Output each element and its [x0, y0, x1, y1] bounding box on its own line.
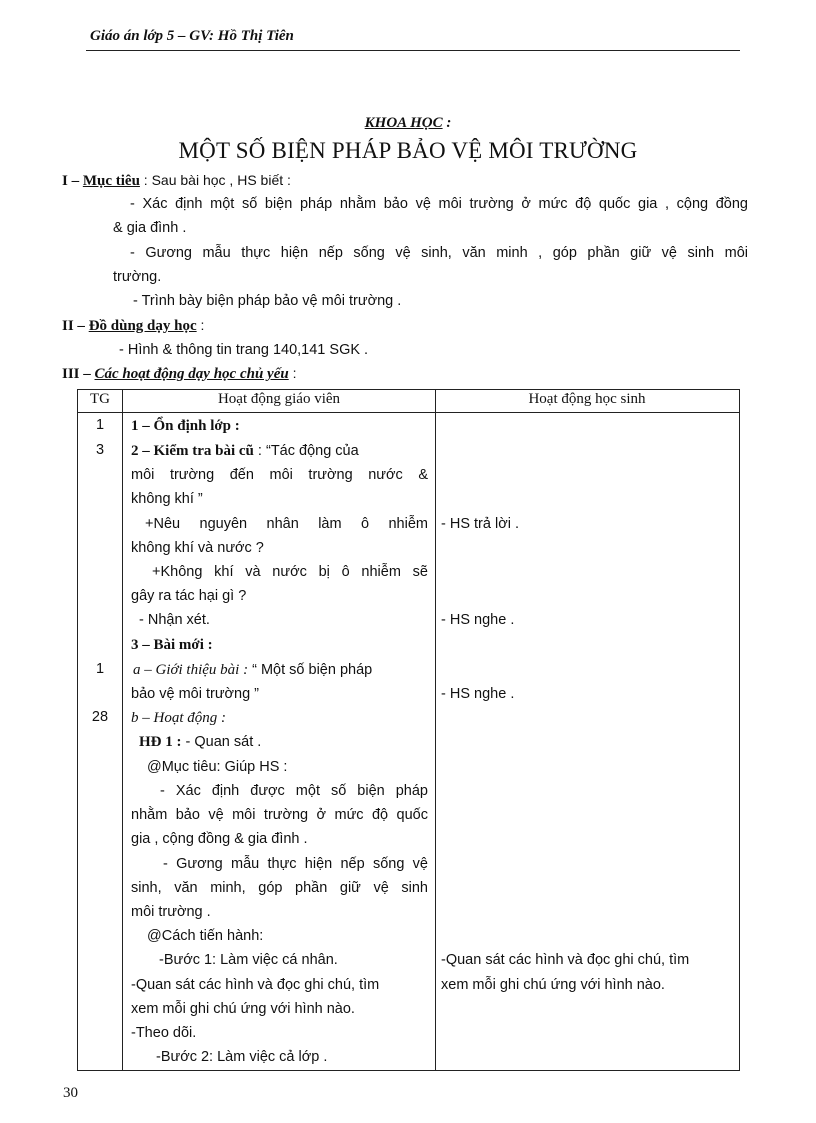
teacher-line: @Mục tiêu: Giúp HS : [147, 759, 288, 775]
objective-2-line-1: - Gương mẫu thực hiện nếp sống vệ sinh, văn minh , góp phần giữ vệ sinh môi [130, 245, 748, 261]
teacher-line: -Bước 1: Làm việc cá nhân. [159, 952, 338, 968]
teacher-line: gây ra tác hại gì ? [131, 588, 247, 604]
teacher-intro-label: a – Giới thiệu bài : [133, 662, 249, 678]
tg-cell: 1 [95, 661, 105, 677]
section-3-number: III – [62, 366, 95, 382]
teacher-intro [133, 661, 428, 679]
objective-3: - Trình bày biện pháp bảo vệ môi trường . [133, 293, 402, 309]
tg-cell: 1 [95, 417, 105, 433]
section-1-heading [62, 172, 291, 190]
tg-cell: 28 [91, 709, 109, 725]
student-line: - HS trả lời . [441, 516, 519, 532]
teacher-line: môi trường . [131, 904, 211, 920]
section-2-heading [62, 317, 204, 335]
student-line: -Quan sát các hình và đọc ghi chú, tìm [441, 952, 690, 968]
student-line: - HS nghe . [441, 612, 515, 628]
section-3-rest: : [288, 365, 297, 381]
objective-2-line-2: trường. [113, 269, 162, 285]
activity-1-text: - Quan sát . [181, 734, 262, 750]
table-header-rule [77, 412, 740, 413]
section-3-title: Các hoạt động dạy học chủ yếu [94, 366, 289, 382]
teacher-line: nhằm bảo vệ môi trường ở mức độ quốc [131, 807, 428, 823]
teacher-line: -Theo dõi. [131, 1025, 197, 1041]
subject-heading [0, 115, 816, 132]
tg-cell: 3 [95, 442, 105, 458]
document-header: Giáo án lớp 5 – GV: Hồ Thị Tiên [90, 28, 294, 44]
page-title: MỘT SỐ BIỆN PHÁP BẢO VỆ MÔI TRƯỜNG [178, 138, 638, 163]
teacher-line: gia , cộng đồng & gia đình . [131, 831, 308, 847]
teacher-line: sinh, văn minh, góp phần giữ vệ sinh [131, 880, 428, 896]
activity-1-label: HĐ 1 : [139, 734, 182, 750]
materials-line: - Hình & thông tin trang 140,141 SGK . [119, 342, 369, 358]
teacher-line: - Nhận xét. [139, 612, 210, 628]
teacher-line: -Bước 2: Làm việc cả lớp . [156, 1049, 328, 1065]
teacher-line: xem mỗi ghi chú ứng với hình nào. [131, 1001, 355, 1017]
section-1-rest: : Sau bài học , HS biết : [139, 172, 291, 188]
section-3-heading [62, 365, 296, 383]
table-header-teacher: Hoạt động giáo viên [217, 391, 341, 407]
student-line: - HS nghe . [441, 686, 515, 702]
student-line: xem mỗi ghi chú ứng với hình nào. [441, 977, 665, 993]
teacher-activity-heading: b – Hoạt động : [131, 710, 226, 726]
teacher-step-2-text: : “Tác động của [253, 443, 359, 459]
section-1-title: Mục tiêu [82, 173, 140, 189]
section-1-number: I – [62, 173, 83, 189]
table-header-tg: TG [90, 391, 110, 407]
teacher-step-2-label: 2 – Kiểm tra bài cũ [131, 443, 254, 459]
teacher-line: - Gương mẫu thực hiện nếp sống vệ [163, 856, 428, 872]
table-header-student: Hoạt động học sinh [528, 391, 646, 407]
teacher-line: +Nêu nguyên nhân làm ô nhiễm [145, 516, 428, 532]
teacher-step-1: 1 – Ổn định lớp : [131, 418, 240, 434]
teacher-line: môi trường đến môi trường nước & [131, 467, 428, 483]
section-2-title: Đồ dùng dạy học [88, 318, 197, 334]
teacher-step-3: 3 – Bài mới : [131, 637, 213, 653]
teacher-line: @Cách tiến hành: [147, 928, 264, 944]
page-number: 30 [63, 1085, 78, 1101]
table-divider-teacher [435, 389, 436, 1071]
teacher-intro-text: “ Một số biện pháp [248, 662, 373, 678]
subject-suffix: : [442, 115, 452, 131]
teacher-line: - Xác định được một số biện pháp [160, 783, 428, 799]
objective-1-line-1: - Xác định một số biện pháp nhằm bảo vệ môi trường ở mức độ quốc gia , cộng đồng [130, 196, 748, 212]
subject-label: KHOA HỌC [364, 115, 443, 131]
section-2-rest: : [196, 317, 205, 333]
teacher-line: +Không khí và nước bị ô nhiễm sẽ [152, 564, 428, 580]
teacher-line: bảo vệ môi trường ” [131, 686, 260, 702]
teacher-line: không khí ” [131, 491, 203, 507]
section-2-number: II – [62, 318, 89, 334]
objective-1-line-2: & gia đình . [113, 220, 187, 236]
teacher-activity-1 [139, 733, 261, 751]
teacher-line: -Quan sát các hình và đọc ghi chú, tìm [131, 977, 380, 993]
teacher-step-2 [131, 442, 428, 460]
teacher-line: không khí và nước ? [131, 540, 264, 556]
table-divider-tg [122, 389, 123, 1071]
header-rule [86, 50, 740, 51]
